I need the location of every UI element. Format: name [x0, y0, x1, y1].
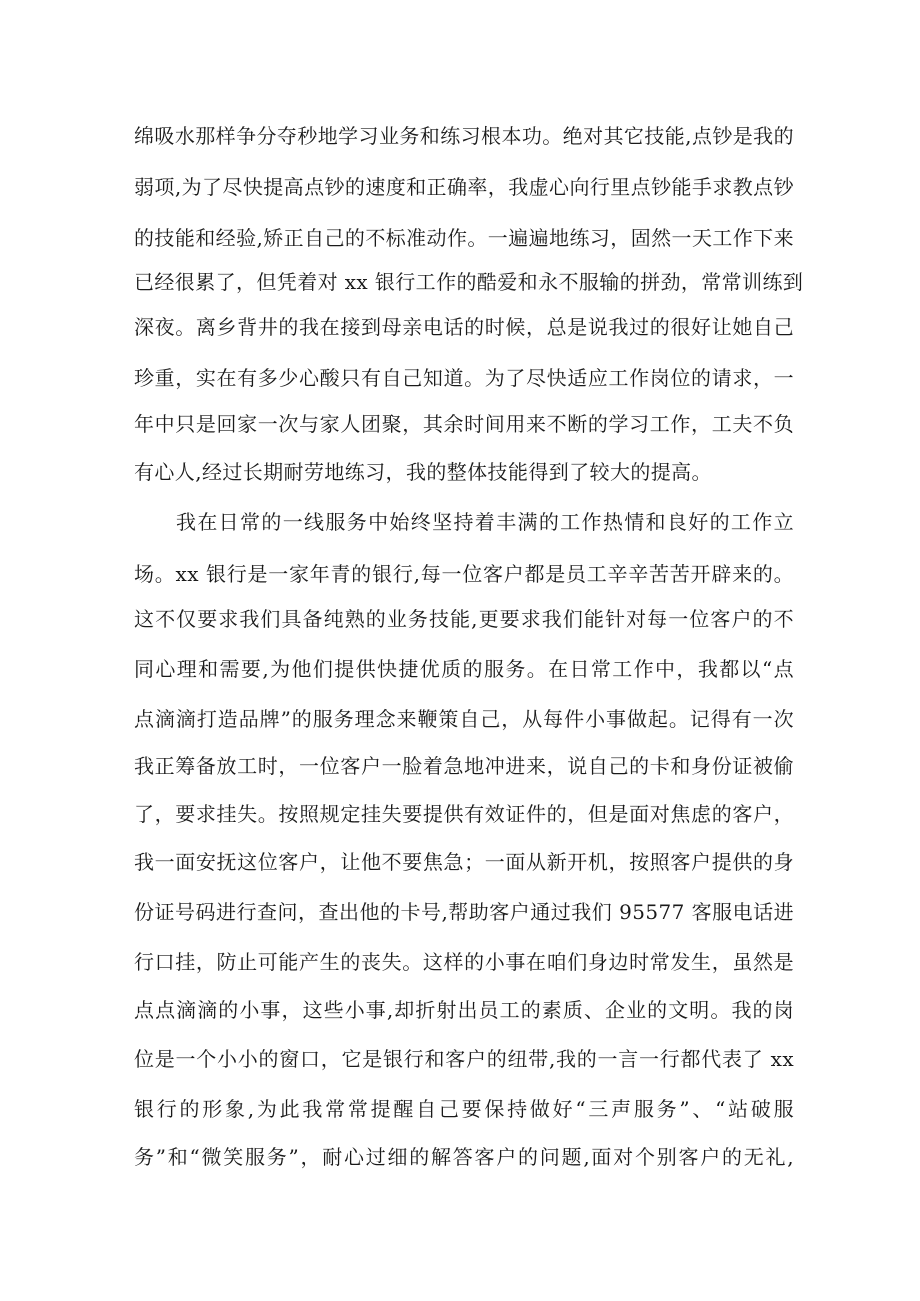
paragraph-line: 这不仅要求我们具备纯熟的业务技能,更要求我们能针对每一位客户的不 — [134, 607, 794, 631]
paragraph-line: 年中只是回家一次与家人团聚，其余时间用来不断的学习工作，工夫不负 — [134, 412, 794, 436]
paragraph-line: 绵吸水那样争分夺秒地学习业务和练习根本功。绝对其它技能,点钞是我的 — [134, 124, 794, 148]
paragraph-line: 同心理和需要,为他们提供快捷优质的服务。在日常工作中，我都以“点 — [134, 657, 794, 681]
paragraph-line: 银行的形象,为此我常常提醒自己要保持做好“三声服务”、“站破服 — [134, 1097, 794, 1121]
paragraph-line: 行口挂，防止可能产生的丧失。这样的小事在咱们身边时常发生，虽然是 — [134, 950, 794, 974]
paragraph-line: 深夜。离乡背井的我在接到母亲电话的时候，总是说我过的很好让她自己 — [134, 315, 794, 339]
paragraph-line: 务”和“微笑服务”，耐心过细的解答客户的问题,面对个别客户的无礼, — [134, 1145, 794, 1169]
paragraph-line: 珍重，实在有多少心酸只有自己知道。为了尽快适应工作岗位的请求，一 — [134, 366, 794, 390]
paragraph-line: 弱项,为了尽快提高点钞的速度和正确率，我虚心向行里点钞能手求教点钞 — [134, 175, 794, 199]
paragraph-line: 我一面安抚这位客户，让他不要焦急；一面从新开机，按照客户提供的身 — [134, 850, 794, 874]
paragraph-line-last: 有心人,经过长期耐劳地练习，我的整体技能得到了较大的提高。 — [134, 460, 712, 484]
paragraph-line: 份证号码进行查问，查出他的卡号,帮助客户通过我们 95577 客服电话进 — [134, 900, 794, 924]
paragraph-line: 点点滴滴的小事，这些小事,却折射出员工的素质、企业的文明。我的岗 — [134, 998, 794, 1022]
paragraph-line: 点滴滴打造品牌”的服务理念来鞭策自己，从每件小事做起。记得有一次 — [134, 707, 794, 731]
paragraph-line: 的技能和经验,矫正自己的不标准动作。一遍遍地练习，固然一天工作下来 — [134, 226, 794, 250]
paragraph-line: 位是一个小小的窗口，它是银行和客户的纽带,我的一言一行都代表了 xx — [134, 1047, 794, 1071]
paragraph-line: 场。xx 银行是一家年青的银行,每一位客户都是员工辛辛苦苦开辟来的。 — [134, 562, 794, 586]
paragraph-line: 我正筹备放工时，一位客户一脸着急地冲进来，说自己的卡和身份证被偷 — [134, 754, 794, 778]
paragraph-line: 了，要求挂失。按照规定挂失要提供有效证件的，但是面对焦虑的客户， — [134, 802, 794, 826]
paragraph-line: 已经很累了，但凭着对 xx 银行工作的酷爱和永不服输的拼劲，常常训练到 — [134, 270, 804, 294]
paragraph-first-line: 我在日常的一线服务中始终坚持着丰满的工作热情和良好的工作立 — [176, 510, 794, 534]
